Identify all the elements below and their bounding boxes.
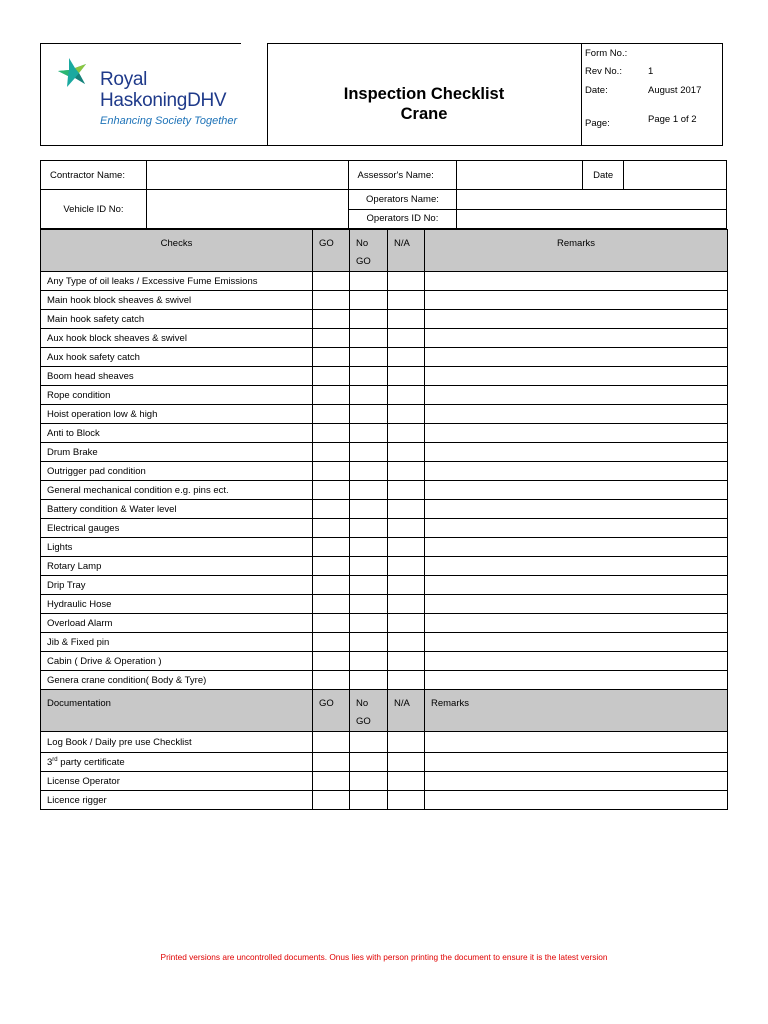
na-cell[interactable] [388, 500, 425, 519]
remarks-cell[interactable] [425, 538, 728, 557]
remarks-cell[interactable] [425, 367, 728, 386]
brand-tagline: Enhancing Society Together [100, 115, 238, 127]
na-cell[interactable] [388, 652, 425, 671]
remarks-cell[interactable] [425, 652, 728, 671]
check-item-label: Main hook block sheaves & swivel [41, 291, 313, 310]
doc-row-licence-rigger [41, 791, 728, 810]
vehicle-id-label: Vehicle ID No: [41, 190, 147, 229]
doc-no-go-cell[interactable] [350, 791, 388, 810]
doc-go-cell[interactable] [313, 791, 350, 810]
doc-na-cell[interactable] [388, 753, 425, 772]
date-value: August 2017 [648, 85, 702, 96]
no-go-cell[interactable] [350, 329, 388, 348]
contractor-name-label: Contractor Name: [41, 161, 147, 190]
documentation-section [41, 690, 728, 810]
uncontrolled-document-notice: Printed versions are uncontrolled documents. Onus lies with person printing the document to ensure it is the latest version [160, 952, 608, 962]
no-go-cell[interactable] [350, 614, 388, 633]
na-cell[interactable] [388, 272, 425, 291]
doc-no-go-column-header [350, 690, 388, 732]
go-cell[interactable] [313, 576, 350, 595]
doc-go-cell[interactable] [313, 732, 350, 753]
checklist-row [41, 348, 728, 367]
na-cell[interactable] [388, 462, 425, 481]
go-cell[interactable] [313, 329, 350, 348]
check-item-label: Electrical gauges [41, 519, 313, 538]
starfish-logo-icon [55, 54, 101, 100]
no-go-cell[interactable] [350, 310, 388, 329]
go-cell[interactable] [313, 481, 350, 500]
checklist-row [41, 481, 728, 500]
go-cell[interactable] [313, 424, 350, 443]
doc-item-label: Licence rigger [41, 791, 313, 810]
title-cell [267, 44, 582, 145]
no-go-cell[interactable] [350, 367, 388, 386]
go-cell[interactable] [313, 291, 350, 310]
no-go-cell[interactable] [350, 348, 388, 367]
doc-row-third-party [41, 753, 728, 772]
check-item-label: General mechanical condition e.g. pins ect. [41, 481, 313, 500]
no-go-cell[interactable] [350, 405, 388, 424]
na-cell[interactable] [388, 557, 425, 576]
remarks-cell[interactable] [425, 329, 728, 348]
document-meta [581, 44, 722, 145]
document-title: Inspection Checklist [343, 85, 505, 103]
checklist-row [41, 576, 728, 595]
checklist-row [41, 652, 728, 671]
go-cell[interactable] [313, 614, 350, 633]
checklist-row [41, 386, 728, 405]
checklist-row [41, 424, 728, 443]
check-item-label: Jib & Fixed pin [41, 633, 313, 652]
no-go-cell[interactable] [350, 538, 388, 557]
remarks-cell[interactable] [425, 424, 728, 443]
checklist-row [41, 633, 728, 652]
checklist-row [41, 329, 728, 348]
no-go-cell[interactable] [350, 462, 388, 481]
go-cell[interactable] [313, 405, 350, 424]
check-item-label: Drip Tray [41, 576, 313, 595]
doc-no-go-cell[interactable] [350, 732, 388, 753]
rev-no-value: 1 [648, 66, 654, 77]
na-cell[interactable] [388, 633, 425, 652]
doc-remarks-cell[interactable] [425, 753, 728, 772]
remarks-cell[interactable] [425, 291, 728, 310]
remarks-cell[interactable] [425, 519, 728, 538]
date-label: Date: [585, 85, 608, 96]
info-table [40, 160, 727, 229]
doc-na-column-header: N/A [388, 690, 425, 732]
na-cell[interactable] [388, 291, 425, 310]
go-cell[interactable] [313, 443, 350, 462]
brand-name-line2: HaskoningDHV [100, 90, 227, 111]
go-cell[interactable] [313, 557, 350, 576]
go-cell[interactable] [313, 310, 350, 329]
doc-go-cell[interactable] [313, 772, 350, 791]
doc-no-go-cell[interactable] [350, 772, 388, 791]
operators-name-label: Operators Name: [348, 190, 457, 210]
no-go-cell[interactable] [350, 557, 388, 576]
form-no-row [585, 48, 722, 62]
na-cell[interactable] [388, 310, 425, 329]
doc-remarks-cell[interactable] [425, 791, 728, 810]
doc-item2-suffix: party certificate [57, 756, 125, 768]
page-value: Page 1 of 2 [648, 114, 697, 125]
checklist-row [41, 272, 728, 291]
form-no-label: Form No.: [585, 48, 628, 59]
no-go-header-line2: GO [356, 256, 371, 267]
na-cell[interactable] [388, 671, 425, 690]
checklist-table [40, 229, 728, 810]
na-cell[interactable] [388, 367, 425, 386]
check-item-label: Hydraulic Hose [41, 595, 313, 614]
doc-na-cell[interactable] [388, 772, 425, 791]
brand-name-line1: Royal [100, 69, 148, 90]
doc-remarks-cell[interactable] [425, 732, 728, 753]
checklist-row [41, 443, 728, 462]
check-item-label: Aux hook block sheaves & swivel [41, 329, 313, 348]
remarks-cell[interactable] [425, 614, 728, 633]
doc-no-go-cell[interactable] [350, 753, 388, 772]
checklist-rows [41, 272, 728, 690]
checklist-row [41, 557, 728, 576]
check-item-label: Anti to Block [41, 424, 313, 443]
no-go-cell[interactable] [350, 519, 388, 538]
remarks-cell[interactable] [425, 576, 728, 595]
na-cell[interactable] [388, 329, 425, 348]
go-cell[interactable] [313, 633, 350, 652]
checklist-row [41, 500, 728, 519]
no-go-cell[interactable] [350, 272, 388, 291]
no-go-header-line1: No [356, 238, 369, 249]
no-go-cell[interactable] [350, 481, 388, 500]
na-cell[interactable] [388, 519, 425, 538]
check-item-label: Aux hook safety catch [41, 348, 313, 367]
remarks-column-header: Remarks [425, 230, 728, 272]
no-go-cell[interactable] [350, 386, 388, 405]
na-cell[interactable] [388, 348, 425, 367]
go-cell[interactable] [313, 386, 350, 405]
check-item-label: Drum Brake [41, 443, 313, 462]
no-go-cell[interactable] [350, 424, 388, 443]
remarks-cell[interactable] [425, 500, 728, 519]
remarks-cell[interactable] [425, 462, 728, 481]
no-go-cell[interactable] [350, 633, 388, 652]
na-cell[interactable] [388, 386, 425, 405]
na-cell[interactable] [388, 405, 425, 424]
go-cell[interactable] [313, 652, 350, 671]
checklist-row [41, 367, 728, 386]
na-cell[interactable] [388, 424, 425, 443]
go-cell[interactable] [313, 348, 350, 367]
doc-go-column-header: GO [313, 690, 350, 732]
go-column-header: GO [313, 230, 350, 272]
remarks-cell[interactable] [425, 595, 728, 614]
no-go-column-header [350, 230, 388, 272]
doc-remarks-cell[interactable] [425, 772, 728, 791]
page-row [585, 114, 722, 128]
remarks-cell[interactable] [425, 633, 728, 652]
doc-row-log-book [41, 732, 728, 753]
na-cell[interactable] [388, 614, 425, 633]
assessor-name-label: Assessor's Name: [348, 161, 457, 190]
check-item-label: Cabin ( Drive & Operation ) [41, 652, 313, 671]
doc-no-go-header-line2: GO [356, 716, 371, 727]
operators-id-label: Operators ID No: [348, 209, 457, 229]
vehicle-id-field[interactable] [146, 190, 348, 229]
go-cell[interactable] [313, 462, 350, 481]
doc-item-label: License Operator [41, 772, 313, 791]
checks-column-header: Checks [41, 230, 313, 272]
check-item-label: Boom head sheaves [41, 367, 313, 386]
remarks-cell[interactable] [425, 348, 728, 367]
remarks-cell[interactable] [425, 405, 728, 424]
na-cell[interactable] [388, 538, 425, 557]
doc-na-cell[interactable] [388, 732, 425, 753]
check-item-label: Hoist operation low & high [41, 405, 313, 424]
rev-no-row [585, 66, 722, 80]
no-go-cell[interactable] [350, 595, 388, 614]
go-cell[interactable] [313, 671, 350, 690]
checklist-row [41, 310, 728, 329]
checklist-row [41, 519, 728, 538]
check-item-label: Lights [41, 538, 313, 557]
no-go-cell[interactable] [350, 443, 388, 462]
na-cell[interactable] [388, 443, 425, 462]
remarks-cell[interactable] [425, 272, 728, 291]
company-logo [55, 54, 255, 134]
go-cell[interactable] [313, 500, 350, 519]
na-cell[interactable] [388, 576, 425, 595]
doc-item-label [41, 753, 313, 772]
checklist-row [41, 405, 728, 424]
remarks-cell[interactable] [425, 671, 728, 690]
remarks-cell[interactable] [425, 443, 728, 462]
na-cell[interactable] [388, 481, 425, 500]
date-field[interactable] [624, 161, 727, 190]
doc-na-cell[interactable] [388, 791, 425, 810]
doc-remarks-column-header: Remarks [425, 690, 728, 732]
doc-item2-sup: rd [52, 756, 58, 763]
date-row [585, 85, 722, 99]
checklist-row [41, 291, 728, 310]
na-column-header: N/A [388, 230, 425, 272]
checklist-row [41, 462, 728, 481]
doc-no-go-header-line1: No [356, 698, 369, 709]
doc-go-cell[interactable] [313, 753, 350, 772]
no-go-cell[interactable] [350, 291, 388, 310]
doc-item2-prefix: 3 [47, 756, 53, 768]
go-cell[interactable] [313, 272, 350, 291]
remarks-cell[interactable] [425, 557, 728, 576]
assessor-name-field[interactable] [457, 161, 583, 190]
operators-id-field[interactable] [457, 209, 727, 229]
check-item-label: Battery condition & Water level [41, 500, 313, 519]
go-cell[interactable] [313, 519, 350, 538]
checklist-row [41, 538, 728, 557]
remarks-cell[interactable] [425, 386, 728, 405]
check-item-label: Main hook safety catch [41, 310, 313, 329]
operators-name-field[interactable] [457, 190, 727, 210]
checklist-row [41, 614, 728, 633]
check-item-label: Any Type of oil leaks / Excessive Fume Emissions [41, 272, 313, 291]
go-cell[interactable] [313, 367, 350, 386]
document-header [40, 43, 723, 146]
no-go-cell[interactable] [350, 671, 388, 690]
date-field-label: Date [583, 161, 624, 190]
checklist-row [41, 595, 728, 614]
contractor-name-field[interactable] [146, 161, 348, 190]
na-cell[interactable] [388, 595, 425, 614]
checklist-row [41, 671, 728, 690]
no-go-cell[interactable] [350, 652, 388, 671]
rev-no-label: Rev No.: [585, 66, 622, 77]
logo-cell [41, 44, 268, 145]
remarks-cell[interactable] [425, 481, 728, 500]
go-cell[interactable] [313, 538, 350, 557]
no-go-cell[interactable] [350, 500, 388, 519]
check-item-label: Outrigger pad condition [41, 462, 313, 481]
check-item-label: Rotary Lamp [41, 557, 313, 576]
documentation-header: Documentation [41, 690, 313, 732]
go-cell[interactable] [313, 595, 350, 614]
doc-item-label: Log Book / Daily pre use Checklist [41, 732, 313, 753]
document-subtitle: Crane [400, 105, 448, 123]
page-label: Page: [585, 118, 610, 129]
doc-row-license-operator [41, 772, 728, 791]
check-item-label: Rope condition [41, 386, 313, 405]
no-go-cell[interactable] [350, 576, 388, 595]
check-item-label: Genera crane condition( Body & Tyre) [41, 671, 313, 690]
remarks-cell[interactable] [425, 310, 728, 329]
check-item-label: Overload Alarm [41, 614, 313, 633]
